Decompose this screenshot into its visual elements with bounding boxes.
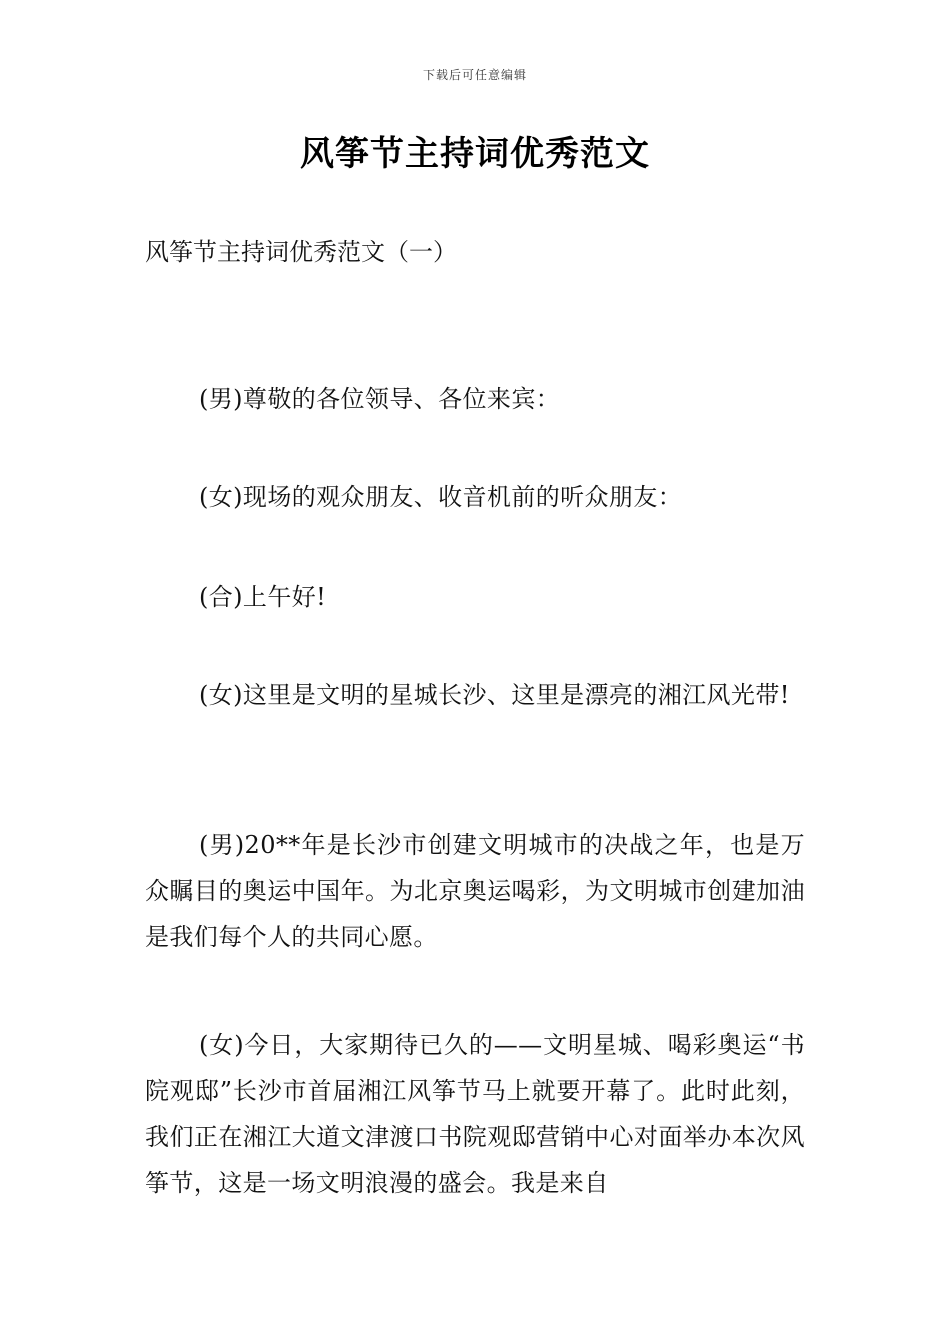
document-title: 风筝节主持词优秀范文 xyxy=(300,134,650,174)
header-note: 下载后可任意编辑 xyxy=(422,68,527,82)
paragraph-6: (女)今日，大家期待已久的——文明星城、喝彩奥运“书院观邸”长沙市首届湘江风筝节马上就要开幕了。此时此刻，我们正在湘江大道文津渡口书院观邸营销中心对面举办本次风筝节，这是一场文明浪漫的盛会。我是来自 xyxy=(145,1031,805,1197)
paragraph-3: (合)上午好! xyxy=(199,583,327,611)
section-heading: 风筝节主持词优秀范文（一） xyxy=(145,238,457,266)
paragraph-1: (男)尊敬的各位领导、各位来宾： xyxy=(199,385,561,413)
paragraph-2: (女)现场的观众朋友、收音机前的听众朋友： xyxy=(199,483,683,511)
paragraph-5: (男)20**年是长沙市创建文明城市的决战之年，也是万众瞩目的奥运中国年。为北京奥运喝彩，为文明城市创建加油是我们每个人的共同心愿。 xyxy=(145,831,805,951)
paragraph-4: (女)这里是文明的星城长沙、这里是漂亮的湘江风光带! xyxy=(199,681,790,709)
